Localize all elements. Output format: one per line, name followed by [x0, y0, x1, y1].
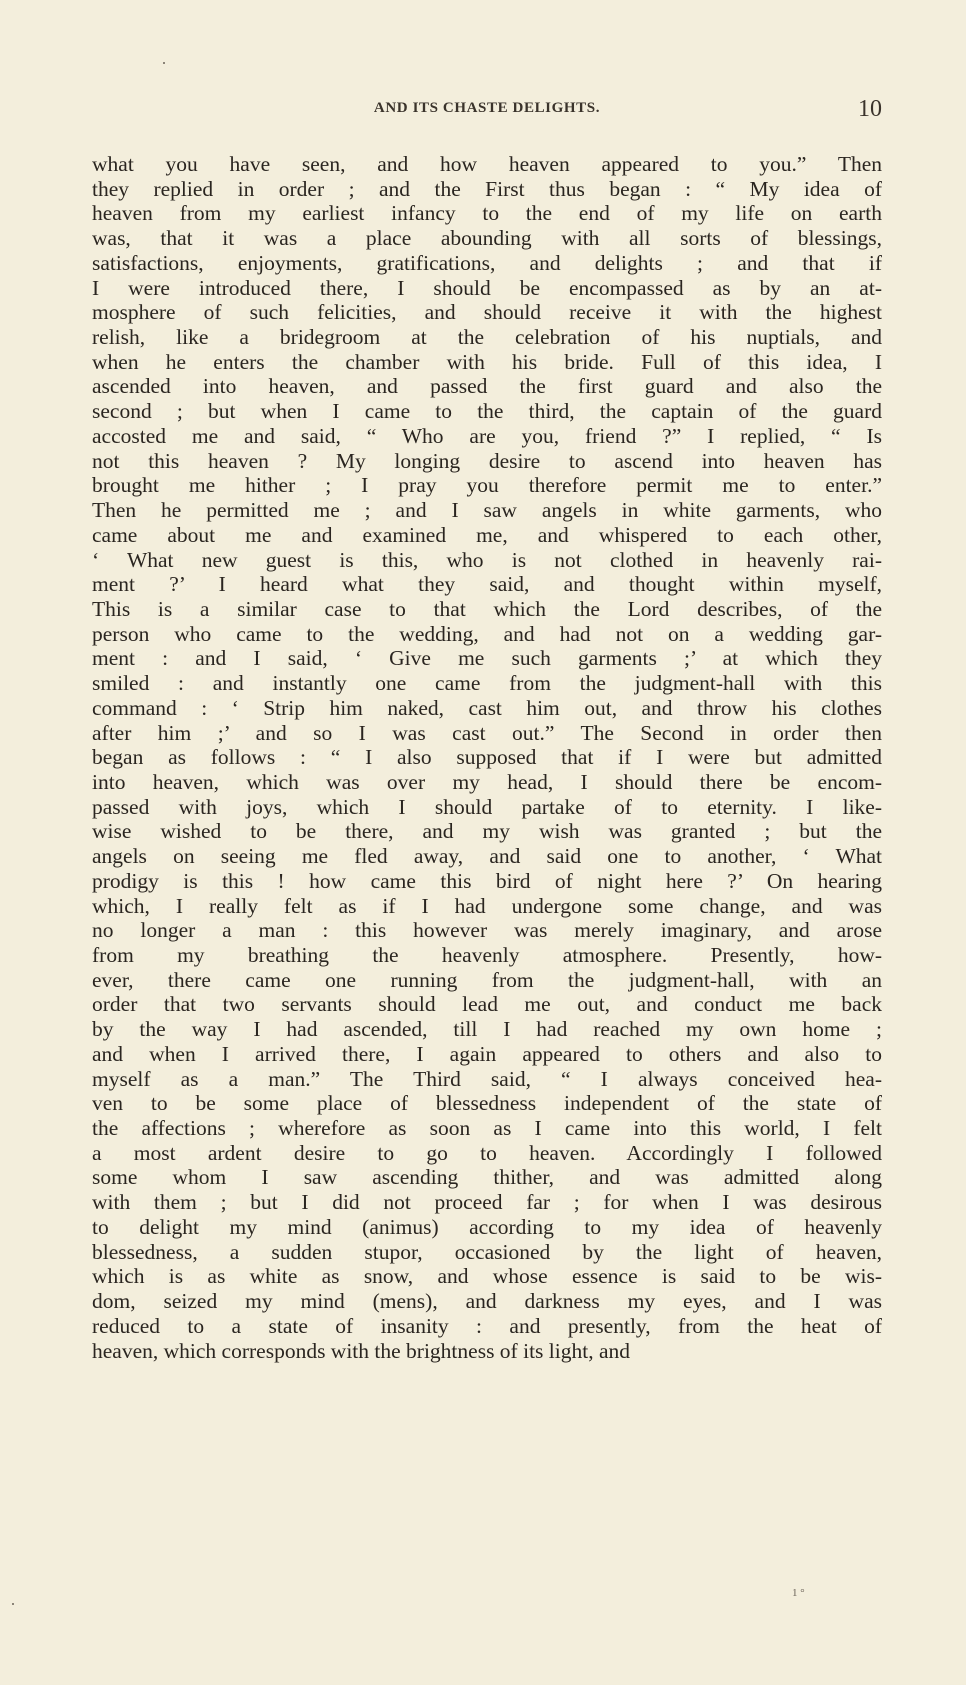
text-line: began as follows : “ I also supposed that if I were but admitted: [92, 745, 882, 770]
text-line: ‘ What new guest is this, who is not clothed in heavenly rai-: [92, 547, 882, 572]
text-line: by the way I had ascended, till I had reached my own home ;: [92, 1017, 882, 1042]
text-line: I were introduced there, I should be encompassed as by an at-: [92, 275, 882, 300]
text-line: which, I really felt as if I had undergone some change, and was: [92, 893, 882, 918]
text-line: after him ;’ and so I was cast out.” The Second in order then: [92, 720, 882, 745]
text-line: the affections ; wherefore as soon as I came into this world, I felt: [92, 1116, 882, 1141]
text-line: from my breathing the heavenly atmosphere. Presently, how-: [92, 943, 882, 967]
text-line: a most ardent desire to go to heaven. Accordingly I followed: [92, 1140, 882, 1165]
text-line: ven to be some place of blessedness independent of the state of: [92, 1091, 882, 1116]
text-line: to delight my mind (animus) according to my idea of heavenly: [92, 1214, 882, 1239]
text-line: wise wished to be there, and my wish was granted ; but the: [92, 819, 882, 844]
text-line: not this heaven ? My longing desire to ascend into heaven has: [92, 448, 882, 473]
text-line: heaven from my earliest infancy to the end of my life on earth: [92, 201, 882, 226]
text-line: came about me and examined me, and whispered to each other,: [92, 522, 882, 547]
text-line: order that two servants should lead me out, and conduct me back: [92, 992, 882, 1017]
text-line: reduced to a state of insanity : and presently, from the heat of: [92, 1313, 882, 1338]
text-line: into heaven, which was over my head, I should there be encom-: [92, 769, 882, 794]
speck-bottom: [12, 1603, 14, 1605]
text-line: heaven, which corresponds with the brightness of its light, and: [92, 1338, 630, 1363]
text-line: satisfactions, enjoyments, gratifications, and delights ; and that if: [92, 250, 882, 275]
text-line: relish, like a bridegroom at the celebration of his nuptials, and: [92, 325, 882, 350]
speck-top: [163, 62, 165, 64]
text-line: command : ‘ Strip him naked, cast him out, and throw his clothes: [92, 695, 882, 720]
text-line: Then he permitted me ; and I saw angels in white garments, who: [92, 498, 882, 523]
text-line: and when I arrived there, I again appeared to others and also to: [92, 1041, 882, 1066]
text-line: when he enters the chamber with his bride. Full of this idea, I: [92, 349, 882, 374]
text-line: no longer a man : this however was merely imaginary, and arose: [92, 918, 882, 943]
text-line: ment ?’ I heard what they said, and thought within myself,: [92, 572, 882, 597]
body-text: [92, 152, 882, 1363]
text-line: was, that it was a place abounding with all sorts of blessings,: [92, 226, 882, 251]
text-line: with them ; but I did not proceed far ; for when I was desirous: [92, 1190, 882, 1215]
text-line: myself as a man.” The Third said, “ I always conceived hea-: [92, 1066, 882, 1091]
text-line: accosted me and said, “ Who are you, friend ?” I replied, “ Is: [92, 423, 882, 448]
running-header: [92, 96, 882, 128]
text-line: which is as white as snow, and whose essence is said to be wis-: [92, 1264, 882, 1289]
text-line: brought me hither ; I pray you therefore permit me to enter.”: [92, 473, 882, 498]
text-line: blessedness, a sudden stupor, occasioned by the light of heaven,: [92, 1239, 882, 1264]
text-line: smiled : and instantly one came from the judgment-hall with this: [92, 671, 882, 696]
page-number: 10: [858, 96, 882, 122]
text-line: This is a similar case to that which the Lord describes, of the: [92, 596, 882, 621]
header-title: AND ITS CHASTE DELIGHTS.: [373, 100, 601, 116]
text-line: ment : and I said, ‘ Give me such garments ;’ at which they: [92, 646, 882, 671]
text-line: mosphere of such felicities, and should receive it with the highest: [92, 300, 882, 325]
text-line: angels on seeing me fled away, and said one to another, ‘ What: [92, 844, 882, 869]
text-line: they replied in order ; and the First thus began : “ My idea of: [92, 176, 882, 201]
text-line: passed with joys, which I should partake of to eternity. I like-: [92, 794, 882, 819]
text-line: person who came to the wedding, and had not on a wedding gar-: [92, 621, 882, 646]
text-line: ever, there came one running from the judgment-hall, with an: [92, 967, 882, 992]
text-line: what you have seen, and how heaven appeared to you.” Then: [92, 152, 882, 176]
text-line: dom, seized my mind (mens), and darkness my eyes, and I was: [92, 1289, 882, 1314]
text-line: ascended into heaven, and passed the first guard and also the: [92, 374, 882, 399]
text-line: prodigy is this ! how came this bird of night here ?’ On hearing: [92, 868, 882, 893]
text-line: some whom I saw ascending thither, and was admitted along: [92, 1165, 882, 1190]
signature-mark: 1 °: [792, 1587, 805, 1599]
text-line: second ; but when I came to the third, the captain of the guard: [92, 399, 882, 424]
